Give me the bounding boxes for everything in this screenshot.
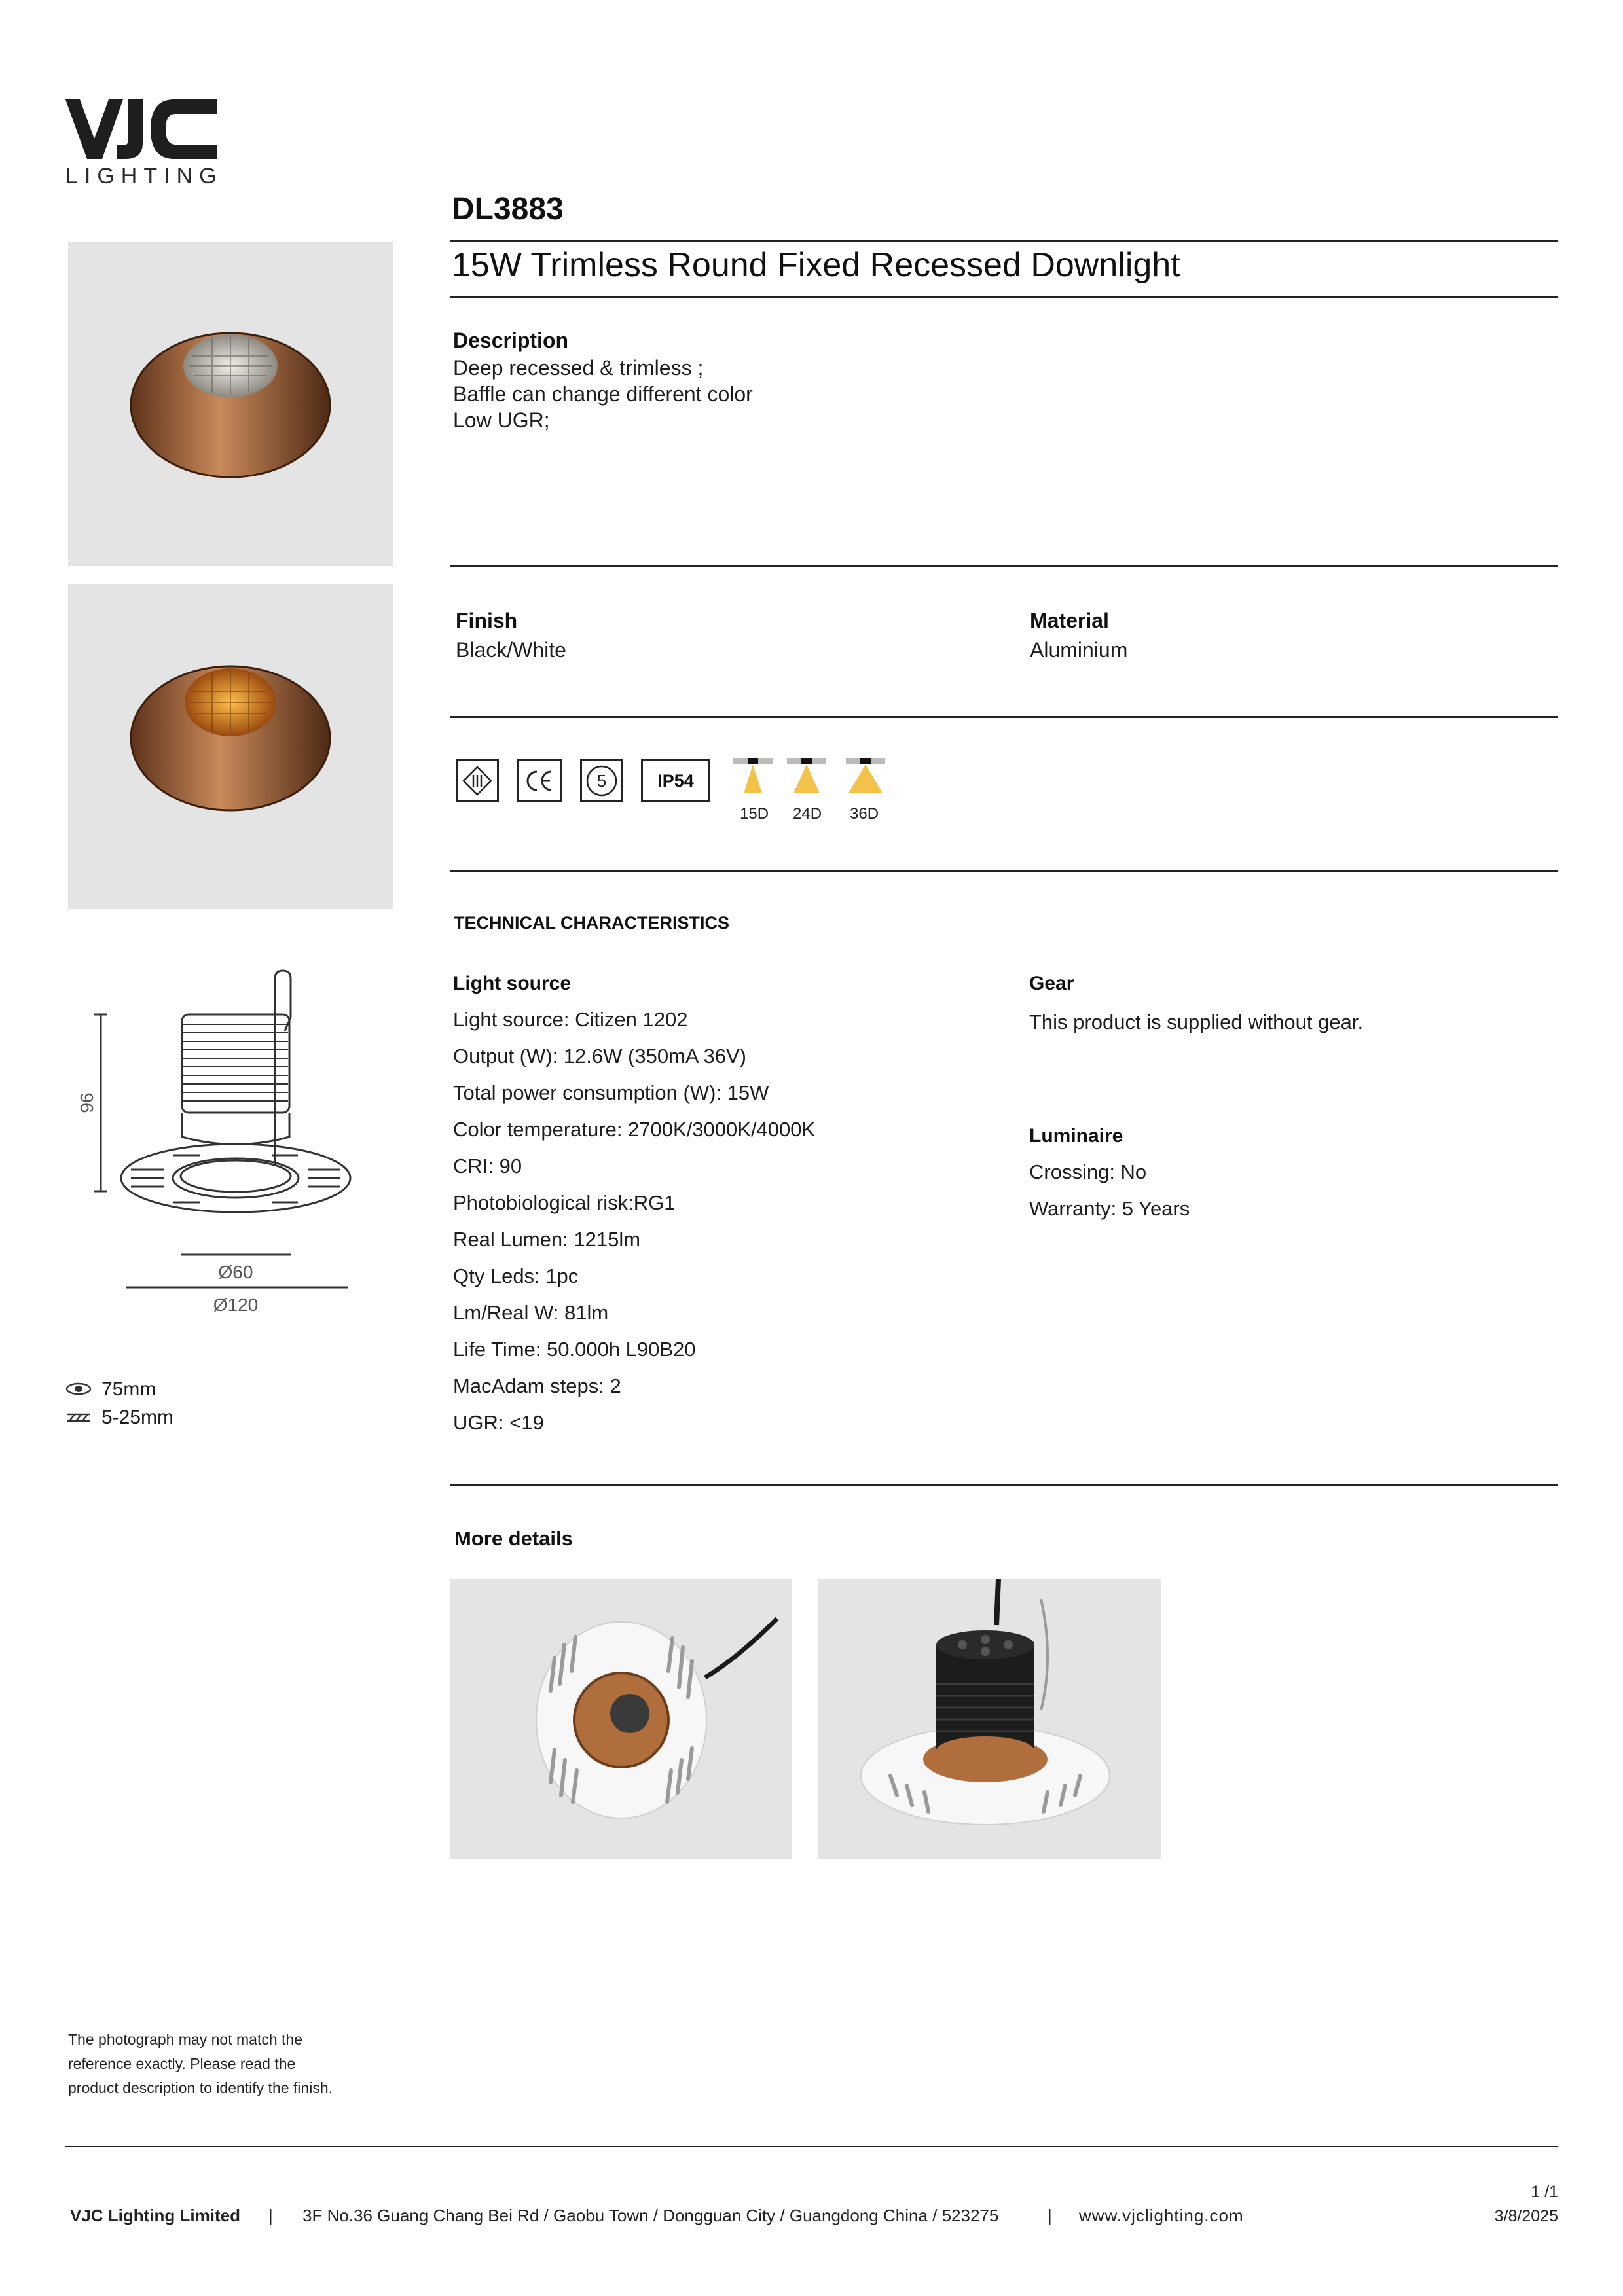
description-text: [453, 355, 753, 433]
technical-characteristics-title: TECHNICAL CHARACTERISTICS: [454, 913, 730, 933]
disclaimer-line: The photograph may not match the: [68, 2031, 302, 2048]
beam-36d-label: 36D: [850, 805, 879, 823]
ceiling-thickness: 5-25mm: [101, 1407, 174, 1428]
ceiling-thickness-icon: [65, 1410, 92, 1425]
ce-mark-icon: [517, 759, 562, 802]
light-source-specs: [453, 1008, 815, 1448]
beam-15d-label: 15D: [740, 805, 769, 823]
product-photo-white-lens: [68, 242, 393, 566]
material-heading: Material: [1030, 609, 1109, 632]
product-photo-amber-lens: [68, 584, 393, 909]
spec-item: UGR: <19: [453, 1411, 544, 1434]
class-iii-icon: [456, 759, 499, 802]
beam-36d-icon: [845, 757, 886, 796]
finish-value: Black/White: [456, 638, 566, 662]
footer-date: 3/8/2025: [1494, 2207, 1558, 2225]
cutout-icon: [65, 1382, 92, 1396]
disclaimer-line: reference exactly. Please read the: [68, 2055, 296, 2072]
spec-item: Light source: Citizen 1202: [453, 1008, 688, 1031]
light-source-heading: Light source: [453, 973, 572, 994]
more-details-heading: More details: [454, 1527, 573, 1550]
footer-company: [70, 2206, 240, 2226]
divider: [450, 240, 1558, 242]
spec-item: Photobiological risk:RG1: [453, 1191, 676, 1214]
gear-text: This product is supplied without gear.: [1029, 1011, 1364, 1033]
ip-rating-label: IP54: [657, 770, 694, 791]
cutout-size: 75mm: [101, 1378, 156, 1400]
gear-heading: Gear: [1029, 973, 1074, 994]
technical-drawing: [65, 965, 373, 1325]
footer-company-name: VJC Lighting Limited: [70, 2206, 240, 2225]
spec-item: Crossing: No: [1029, 1160, 1147, 1183]
divider: [450, 870, 1558, 872]
footer-separator: |: [268, 2206, 273, 2225]
warranty-years-value: 5: [596, 771, 607, 791]
product-code: DL3883: [452, 192, 564, 226]
spec-item: Total power consumption (W): 15W: [453, 1081, 769, 1104]
dimension-inner-diameter: Ø60: [218, 1262, 253, 1282]
brand-logo-subtitle: LIGHTING: [65, 164, 223, 188]
product-title: 15W Trimless Round Fixed Recessed Downlight: [452, 246, 1180, 284]
footer-address: 3F No.36 Guang Chang Bei Rd / Gaobu Town / Dongguan City / Guangdong China / 523275: [302, 2206, 999, 2225]
beam-24d-icon: [786, 757, 828, 796]
finish-heading: Finish: [456, 609, 518, 632]
ip-rating-badge: [641, 759, 710, 802]
description-line: Baffle can change different color: [453, 382, 753, 406]
detail-photo-front: [450, 1579, 792, 1859]
page-number: 1 /1: [1531, 2183, 1558, 2201]
spec-item: Output (W): 12.6W (350mA 36V): [453, 1045, 746, 1067]
divider: [450, 716, 1558, 718]
spec-item: Color temperature: 2700K/3000K/4000K: [453, 1118, 816, 1141]
footer-website-link[interactable]: www.vjclighting.com: [1079, 2206, 1244, 2225]
luminaire-heading: Luminaire: [1029, 1125, 1123, 1147]
warranty-years-icon: [580, 759, 623, 802]
description-line: Low UGR;: [453, 408, 550, 432]
disclaimer-line: product description to identify the finish.: [68, 2079, 333, 2096]
divider: [450, 296, 1558, 298]
brand-logo: [65, 98, 217, 160]
material-value: Aluminium: [1030, 638, 1128, 662]
beam-15d-icon: [732, 757, 774, 796]
luminaire-specs: [1029, 1160, 1190, 1234]
spec-item: Real Lumen: 1215lm: [453, 1228, 641, 1251]
spec-item: Qty Leds: 1pc: [453, 1265, 579, 1287]
spec-item: Lm/Real W: 81lm: [453, 1301, 609, 1324]
description-heading: Description: [453, 329, 569, 352]
photo-disclaimer: [68, 2028, 333, 2100]
divider: [450, 565, 1558, 567]
description-line: Deep recessed & trimless ;: [453, 356, 704, 380]
footer-separator: |: [1048, 2206, 1052, 2225]
spec-item: MacAdam steps: 2: [453, 1374, 621, 1397]
detail-photo-side: [818, 1579, 1161, 1859]
dimension-outer-diameter: Ø120: [213, 1295, 259, 1315]
dimension-height: 96: [77, 1092, 97, 1113]
spec-item: Life Time: 50.000h L90B20: [453, 1338, 696, 1361]
spec-item: Warranty: 5 Years: [1029, 1197, 1190, 1220]
beam-24d-label: 24D: [793, 805, 822, 823]
footer-divider: [65, 2146, 1558, 2147]
divider: [450, 1484, 1558, 1486]
spec-item: CRI: 90: [453, 1155, 522, 1177]
